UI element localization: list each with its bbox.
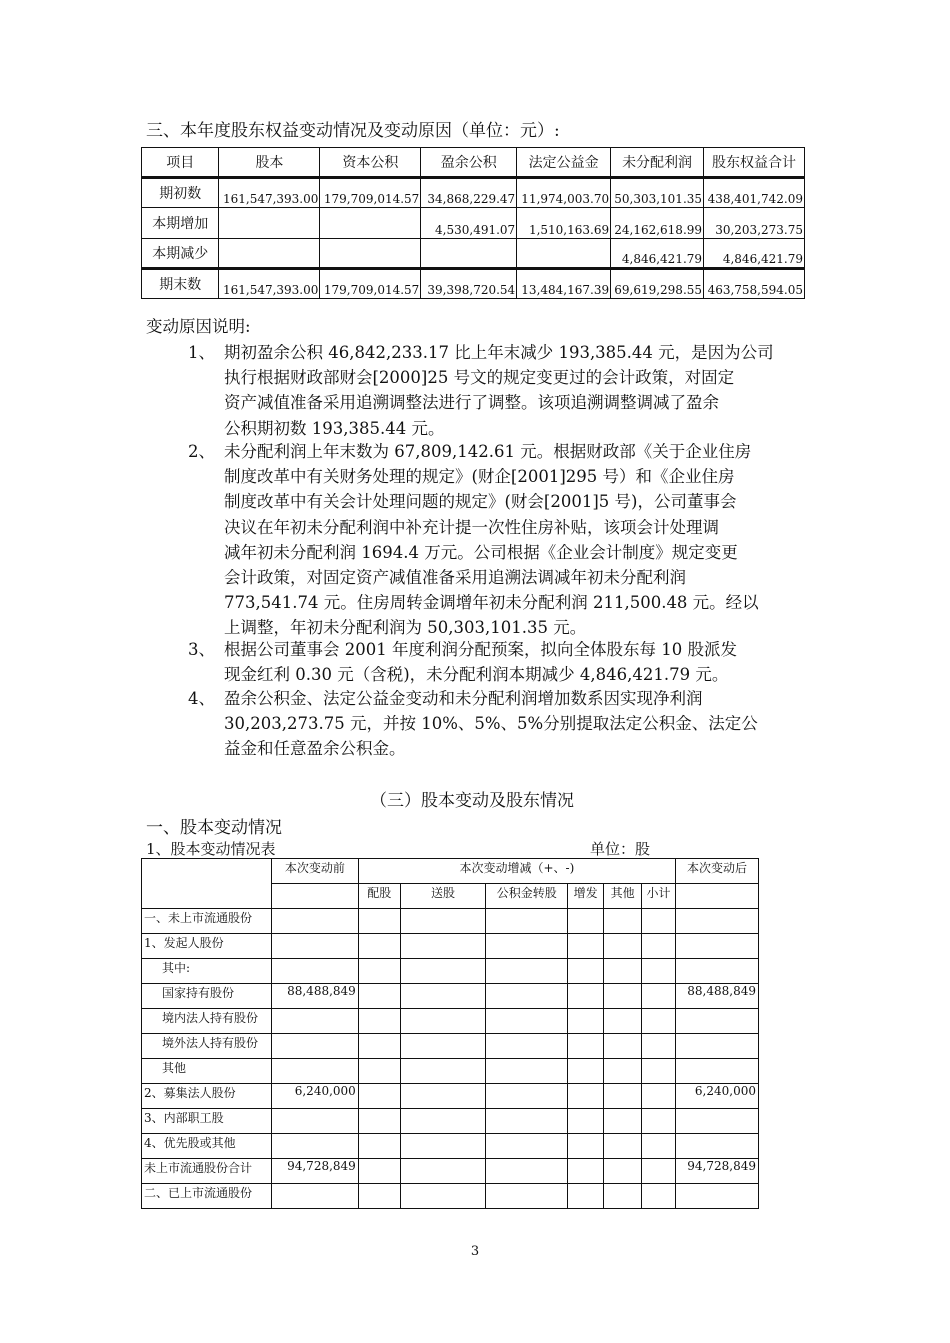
before-cell xyxy=(271,909,358,934)
cell xyxy=(642,1159,676,1184)
row-label: 本期减少 xyxy=(142,239,219,269)
cell xyxy=(642,1034,676,1059)
cell xyxy=(400,1109,486,1134)
row-label: 境外法人持有股份 xyxy=(142,1034,272,1059)
note-item xyxy=(188,340,808,441)
cell xyxy=(421,239,517,269)
note-line: 盈余公积金、法定公益金变动和未分配利润增加数系因实现净利润 xyxy=(224,689,703,708)
table-row xyxy=(142,1109,759,1134)
cell xyxy=(320,208,421,239)
header-cell: 未分配利润 xyxy=(611,148,704,178)
row-label: 其他 xyxy=(142,1059,272,1084)
cell xyxy=(604,1134,642,1159)
row-label: 其中: xyxy=(142,959,272,984)
cell xyxy=(642,959,676,984)
cell xyxy=(642,1059,676,1084)
cell xyxy=(604,1084,642,1109)
note-line: 会计政策，对固定资产减值准备采用追溯法调减年初未分配利润 xyxy=(224,568,686,588)
table-row xyxy=(142,1009,759,1034)
row-label: 二、已上市流通股份 xyxy=(142,1184,272,1209)
cell xyxy=(486,1034,568,1059)
header-cell: 法定公益金 xyxy=(517,148,611,178)
cell xyxy=(568,1109,604,1134)
note-line: 现金红利 0.30 元（含税)，未分配利润本期减少 4,846,421.79 元。 xyxy=(224,665,729,685)
note-item xyxy=(188,439,808,641)
subheader-cell: 其他 xyxy=(604,884,642,909)
cell xyxy=(219,208,320,239)
page-number: 3 xyxy=(470,1244,480,1259)
cell xyxy=(604,1034,642,1059)
cell xyxy=(358,1034,400,1059)
cell xyxy=(604,934,642,959)
cell xyxy=(486,1109,568,1134)
note-number: 4、 xyxy=(188,689,215,708)
table-row xyxy=(142,1084,759,1109)
cell: 161,547,393.00 xyxy=(219,269,320,299)
cell xyxy=(604,1159,642,1184)
note-line: 未分配利润上年末数为 67,809,142.61 元。根据财政部《关于企业住房 xyxy=(224,442,752,461)
note-line: 益金和任意盈余公积金。 xyxy=(224,739,406,759)
before-cell: 6,240,000 xyxy=(271,1084,358,1109)
subheader-cell: 公积金转股 xyxy=(486,884,568,909)
cell xyxy=(568,1184,604,1209)
table-row xyxy=(142,909,759,934)
table-row xyxy=(142,1059,759,1084)
equity-change-table xyxy=(141,147,805,299)
cell xyxy=(642,1009,676,1034)
table-unit: 单位：股 xyxy=(590,840,651,858)
cell xyxy=(400,1034,486,1059)
cell: 4,846,421.79 xyxy=(704,239,805,269)
cell xyxy=(642,1134,676,1159)
after-cell xyxy=(676,1009,759,1034)
header-after: 本次变动后 xyxy=(676,859,759,884)
header-cell: 股本 xyxy=(219,148,320,178)
cell xyxy=(642,1184,676,1209)
cell xyxy=(486,1059,568,1084)
table-row xyxy=(142,1184,759,1209)
note-number: 3、 xyxy=(188,640,215,659)
cell: 1,510,163.69 xyxy=(517,208,611,239)
cell xyxy=(400,1134,486,1159)
after-cell xyxy=(676,1059,759,1084)
row-label: 2、募集法人股份 xyxy=(142,1084,272,1109)
row-label: 期末数 xyxy=(142,269,219,299)
after-cell xyxy=(676,1034,759,1059)
table-row xyxy=(142,934,759,959)
cell: 24,162,618.99 xyxy=(611,208,704,239)
before-cell: 94,728,849 xyxy=(271,1159,358,1184)
cell: 438,401,742.09 xyxy=(704,178,805,208)
row-label: 国家持有股份 xyxy=(142,984,272,1009)
cell xyxy=(358,1059,400,1084)
cell xyxy=(358,1109,400,1134)
cell xyxy=(642,934,676,959)
subheader-cell: 增发 xyxy=(568,884,604,909)
note-line: 根据公司董事会 2001 年度利润分配预案，拟向全体股东每 10 股派发 xyxy=(224,640,737,659)
note-line: 773,541.74 元。住房周转金调增年初未分配利润 211,500.48 元。经以 xyxy=(224,593,759,613)
cell xyxy=(517,239,611,269)
row-label: 4、优先股或其他 xyxy=(142,1134,272,1159)
cell xyxy=(400,959,486,984)
row-label: 期初数 xyxy=(142,178,219,208)
before-cell xyxy=(271,1034,358,1059)
sub-heading: 一、股本变动情况 xyxy=(146,818,282,838)
note-item xyxy=(188,637,808,687)
cell xyxy=(642,984,676,1009)
cell xyxy=(604,959,642,984)
cell xyxy=(604,1109,642,1134)
row-label: 一、未上市流通股份 xyxy=(142,909,272,934)
cell xyxy=(604,984,642,1009)
cell xyxy=(400,1009,486,1034)
after-cell xyxy=(676,909,759,934)
cell xyxy=(568,1034,604,1059)
before-cell xyxy=(271,1109,358,1134)
note-line: 执行根据财政部财会[2000]25 号文的规定变更过的会计政策，对固定 xyxy=(224,368,735,388)
after-cell: 94,728,849 xyxy=(676,1159,759,1184)
note-line: 制度改革中有关会计处理问题的规定》(财会[2001]5 号)，公司董事会 xyxy=(224,492,737,512)
after-cell xyxy=(676,934,759,959)
table-row xyxy=(142,269,805,299)
table-row xyxy=(142,959,759,984)
cell: 30,203,273.75 xyxy=(704,208,805,239)
cell xyxy=(400,934,486,959)
cell xyxy=(568,1059,604,1084)
cell: 463,758,594.05 xyxy=(704,269,805,299)
before-cell xyxy=(271,959,358,984)
before-cell: 88,488,849 xyxy=(271,984,358,1009)
cell xyxy=(358,1009,400,1034)
cell xyxy=(486,1084,568,1109)
cell xyxy=(568,909,604,934)
cell: 161,547,393.00 xyxy=(219,178,320,208)
cell xyxy=(486,1009,568,1034)
cell xyxy=(358,1184,400,1209)
header-cell: 股东权益合计 xyxy=(704,148,805,178)
cell xyxy=(486,909,568,934)
after-cell: 6,240,000 xyxy=(676,1084,759,1109)
cell xyxy=(568,1134,604,1159)
before-cell xyxy=(271,934,358,959)
cell: 69,619,298.55 xyxy=(611,269,704,299)
cell xyxy=(642,909,676,934)
notes-title: 变动原因说明: xyxy=(146,317,251,336)
table-title: 1、股本变动情况表 xyxy=(146,840,276,858)
cell xyxy=(604,1184,642,1209)
cell: 4,846,421.79 xyxy=(611,239,704,269)
cell xyxy=(358,1134,400,1159)
row-label: 境内法人持有股份 xyxy=(142,1009,272,1034)
before-cell xyxy=(271,1009,358,1034)
table-row xyxy=(142,984,759,1009)
after-cell xyxy=(676,1109,759,1134)
note-line: 资产减值准备采用追溯调整法进行了调整。该项追溯调整调减了盈余 xyxy=(224,393,719,413)
cell xyxy=(400,1159,486,1184)
table-row xyxy=(142,239,805,269)
cell xyxy=(642,1109,676,1134)
cell xyxy=(676,884,759,909)
cell xyxy=(486,959,568,984)
share-rows xyxy=(142,909,759,1209)
cell xyxy=(358,934,400,959)
cell: 13,484,167.39 xyxy=(517,269,611,299)
cell xyxy=(400,1059,486,1084)
cell: 50,303,101.35 xyxy=(611,178,704,208)
cell xyxy=(568,959,604,984)
table-row xyxy=(142,1034,759,1059)
cell xyxy=(400,1184,486,1209)
table-row xyxy=(142,1134,759,1159)
after-cell xyxy=(676,1184,759,1209)
header-cell: 资本公积 xyxy=(320,148,421,178)
cell xyxy=(604,1059,642,1084)
note-number: 2、 xyxy=(188,442,215,461)
row-label: 1、发起人股份 xyxy=(142,934,272,959)
cell xyxy=(358,984,400,1009)
cell xyxy=(486,1134,568,1159)
note-line: 决议在年初未分配利润中补充计提一次性住房补贴，该项会计处理调 xyxy=(224,517,719,537)
cell xyxy=(568,1009,604,1034)
after-cell xyxy=(676,1134,759,1159)
part-heading: （三）股本变动及股东情况 xyxy=(370,791,574,811)
cell xyxy=(486,1159,568,1184)
cell xyxy=(486,934,568,959)
before-cell xyxy=(271,1059,358,1084)
note-line: 减年初未分配利润 1694.4 万元。公司根据《企业会计制度》规定变更 xyxy=(224,542,738,562)
row-label: 3、内部职工股 xyxy=(142,1109,272,1134)
header-change: 本次变动增减（+、-) xyxy=(358,859,675,884)
share-change-table xyxy=(141,858,759,1209)
cell: 179,709,014.57 xyxy=(320,269,421,299)
header-cell: 盈余公积 xyxy=(421,148,517,178)
note-line: 制度改革中有关财务处理的规定》(财企[2001]295 号）和《企业住房 xyxy=(224,467,735,487)
cell xyxy=(358,959,400,984)
cell xyxy=(486,984,568,1009)
note-line: 上调整，年初未分配利润为 50,303,101.35 元。 xyxy=(224,618,587,638)
cell xyxy=(219,239,320,269)
header-before: 本次变动前 xyxy=(271,859,358,884)
note-line: 公积期初数 193,385.44 元。 xyxy=(224,418,445,438)
before-cell xyxy=(271,1134,358,1159)
table-row xyxy=(142,178,805,208)
cell: 39,398,720.54 xyxy=(421,269,517,299)
note-item xyxy=(188,686,808,762)
cell xyxy=(568,934,604,959)
row-label: 本期增加 xyxy=(142,208,219,239)
cell xyxy=(486,1184,568,1209)
cell: 4,530,491.07 xyxy=(421,208,517,239)
note-line: 30,203,273.75 元，并按 10%、5%、5%分别提取法定公积金、法定公 xyxy=(224,714,758,734)
cell xyxy=(400,909,486,934)
subheader-cell: 配股 xyxy=(358,884,400,909)
cell xyxy=(568,1084,604,1109)
cell xyxy=(604,1009,642,1034)
cell: 179,709,014.57 xyxy=(320,178,421,208)
cell xyxy=(271,884,358,909)
cell xyxy=(358,1159,400,1184)
cell: 34,868,229.47 xyxy=(421,178,517,208)
table-row xyxy=(142,208,805,239)
cell xyxy=(568,984,604,1009)
after-cell: 88,488,849 xyxy=(676,984,759,1009)
row-label: 未上市流通股份合计 xyxy=(142,1159,272,1184)
cell xyxy=(358,1084,400,1109)
cell: 11,974,003.70 xyxy=(517,178,611,208)
cell xyxy=(358,909,400,934)
table-row xyxy=(142,1159,759,1184)
cell xyxy=(320,239,421,269)
section-heading: 三、本年度股东权益变动情况及变动原因（单位：元）: xyxy=(146,121,560,141)
before-cell xyxy=(271,1184,358,1209)
cell xyxy=(400,1084,486,1109)
corner-cell xyxy=(142,859,272,909)
note-line: 期初盈余公积 46,842,233.17 比上年末减少 193,385.44 元，是因为公司 xyxy=(224,343,774,362)
subheader-cell: 小计 xyxy=(642,884,676,909)
cell xyxy=(568,1159,604,1184)
after-cell xyxy=(676,959,759,984)
equity-header-row xyxy=(142,148,805,178)
subheader-cell: 送股 xyxy=(400,884,486,909)
cell xyxy=(400,984,486,1009)
cell xyxy=(604,909,642,934)
header-cell: 项目 xyxy=(142,148,219,178)
note-number: 1、 xyxy=(188,343,215,362)
cell xyxy=(642,1084,676,1109)
